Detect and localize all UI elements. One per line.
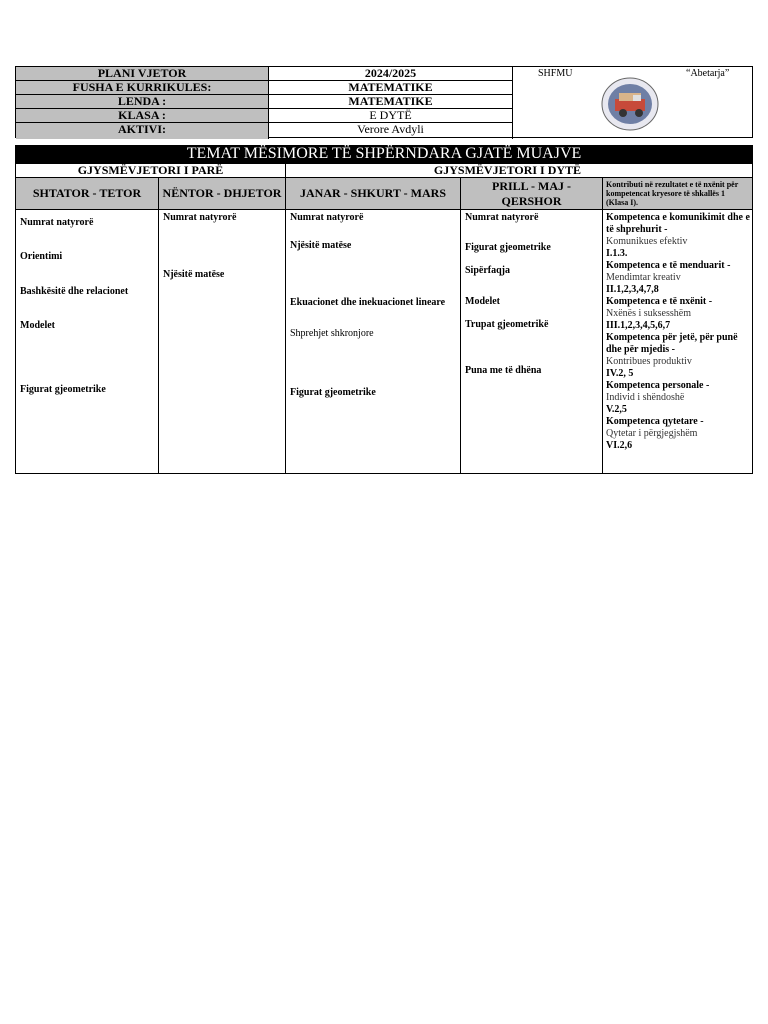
competence-codes: IV.2, 5 bbox=[606, 368, 634, 379]
topic-item: Orientimi bbox=[20, 251, 63, 262]
plan-title: TEMAT MËSIMORE TË SHPËRNDARA GJATË MUAJVE bbox=[15, 145, 753, 163]
column-header: NËNTOR - DHJETOR bbox=[159, 178, 285, 210]
competences-header: Kontributi në rezultatet e të nxënit për kompetencat kryesore të shkallës 1 (Klasa I). bbox=[603, 178, 752, 210]
competence-desc: Nxënës i suksesshëm bbox=[606, 308, 691, 319]
topic-item: Trupat gjeometrikë bbox=[465, 319, 549, 330]
header-row-fusha bbox=[16, 81, 513, 95]
school-label: SHFMU bbox=[538, 68, 573, 79]
topic-item: Figurat gjeometrike bbox=[465, 242, 551, 253]
competence-title: Kompetenca e të menduarit - bbox=[606, 260, 731, 271]
semester-second: GJYSMËVJETORI I DYTË bbox=[433, 163, 582, 177]
competence-codes: I.1.3. bbox=[606, 248, 628, 259]
competence-desc: Komunikues efektiv bbox=[606, 236, 688, 247]
header-value: 2024/2025 bbox=[269, 67, 513, 81]
header-table bbox=[15, 66, 753, 138]
semester-row bbox=[15, 163, 753, 178]
topic-item: Ekuacionet dhe inekuacionet lineare bbox=[290, 297, 446, 308]
header-value: E DYTË bbox=[269, 109, 513, 123]
competence-codes: III.1,2,3,4,5,6,7 bbox=[606, 320, 671, 331]
column-prill-qershor bbox=[461, 178, 603, 473]
competences-list bbox=[606, 212, 751, 452]
header-value: MATEMATIKE bbox=[269, 81, 513, 95]
topic-item: Numrat natyrorë bbox=[465, 212, 539, 223]
competence-desc: Mendimtar kreativ bbox=[606, 272, 681, 283]
header-row-aktivi bbox=[16, 123, 513, 139]
column-competences bbox=[603, 178, 752, 473]
column-header: JANAR - SHKURT - MARS bbox=[286, 178, 460, 210]
column-shtator-tetor bbox=[16, 178, 159, 473]
column-header: SHTATOR - TETOR bbox=[16, 178, 158, 210]
header-row-klasa bbox=[16, 109, 513, 123]
header-row-plan bbox=[16, 67, 513, 81]
header-label: PLANI VJETOR bbox=[16, 67, 269, 81]
column-janar-mars bbox=[286, 178, 461, 473]
topic-item: Njësitë matëse bbox=[290, 240, 352, 251]
competence-title: Kompetenca personale - bbox=[606, 380, 710, 391]
competence-desc: Kontribues produktiv bbox=[606, 356, 692, 367]
header-label: FUSHA E KURRIKULES: bbox=[16, 81, 269, 95]
topic-item: Sipërfaqja bbox=[465, 265, 510, 276]
school-name: “Abetarja” bbox=[686, 68, 730, 79]
topic-item: Puna me të dhëna bbox=[465, 365, 542, 376]
header-value: MATEMATIKE bbox=[269, 95, 513, 109]
semester-first: GJYSMËVJETORI I PARË bbox=[16, 164, 286, 177]
topic-item: Figurat gjeometrike bbox=[290, 387, 376, 398]
column-nentor-dhjetor bbox=[159, 178, 286, 473]
topic-item: Numrat natyrorë bbox=[20, 217, 94, 228]
header-value: Verore Avdyli bbox=[269, 123, 513, 139]
topic-item: Bashkësitë dhe relacionet bbox=[20, 286, 129, 297]
school-logo-icon bbox=[601, 77, 659, 131]
header-label: KLASA : bbox=[16, 109, 269, 123]
topic-item: Numrat natyrorë bbox=[290, 212, 364, 223]
competence-desc: Individ i shëndoshë bbox=[606, 392, 685, 403]
competence-title: Kompetenca për jetë, për punë dhe për mjedis - bbox=[606, 332, 738, 355]
competence-codes: V.2,5 bbox=[606, 404, 627, 415]
column-header: PRILL - MAJ - QERSHOR bbox=[461, 178, 602, 210]
competence-desc: Qytetar i përgjegjshëm bbox=[606, 428, 698, 439]
topic-item: Numrat natyrorë bbox=[163, 212, 237, 223]
topic-item: Modelet bbox=[465, 296, 500, 307]
competence-codes: VI.2,6 bbox=[606, 440, 633, 451]
topic-item: Shprehjet shkronjore bbox=[290, 328, 374, 339]
competence-title: Kompetenca e komunikimit dhe e të shprehurit - bbox=[606, 212, 750, 235]
topic-item: Modelet bbox=[20, 320, 55, 331]
competence-title: Kompetenca e të nxënit - bbox=[606, 296, 713, 307]
header-label: LENDA : bbox=[16, 95, 269, 109]
topics-grid bbox=[15, 177, 753, 474]
header-label: AKTIVI: bbox=[16, 123, 269, 139]
topic-item: Njësitë matëse bbox=[163, 269, 225, 280]
competence-codes: II.1,2,3,4,7,8 bbox=[606, 284, 659, 295]
competence-title: Kompetenca qytetare - bbox=[606, 416, 704, 427]
header-row-lenda bbox=[16, 95, 513, 109]
topic-item: Figurat gjeometrike bbox=[20, 384, 106, 395]
